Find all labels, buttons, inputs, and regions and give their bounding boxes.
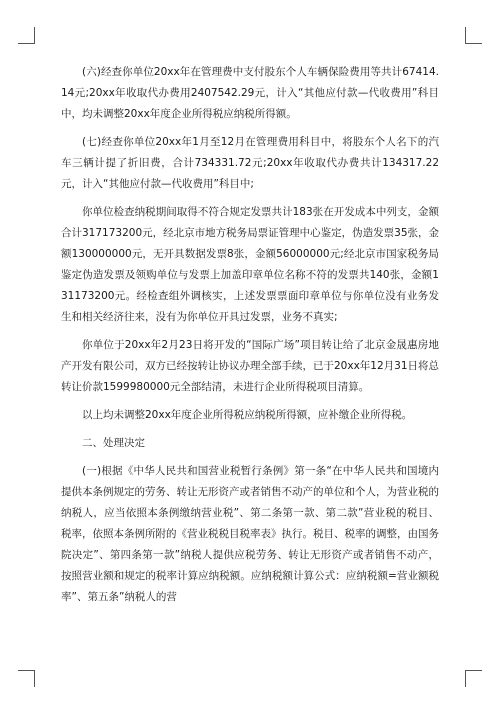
paragraph-item-6: (六)经查你单位20xx年在管理费中支付股东个人车辆保险费用等共计67414.14元;20xx年收取代办费用2407542.29元，计入“其他应付款—代收费用”科目中，均未调整20xx年度企业所得税应纳税所得额。	[61, 66, 439, 120]
crop-mark-bottom-left	[18, 670, 35, 687]
crop-mark-top-right	[465, 27, 482, 44]
paragraph-project-transfer: 你单位于20xx年2月23日将开发的“国际广场”项目转让给了北京金晟惠房地产开发有限公司，双方已经按转让协议办理全部手续，已于20xx年12月31日将总转让价款1599980000元全部结清，未进行企业所得税项目清算。	[61, 339, 440, 393]
document-body	[61, 62, 439, 615]
paragraph-invoices: 你单位检查纳税期间取得不符合规定发票共计183张在开发成本中列支，金额合计317173200元，经北京市地方税务局票证管理中心鉴定，伪造发票35张，金额130000000元，无开具数据发票8张，金额56000000元;经北京市国家税务局鉴定伪造发票及领购单位与发票上加盖印章单位名称不符的发票共140张，金额131173200元。经检查组外调核实，上述发票票面印章单位与你单位没有业务发生和相关经济往来，没有为你单位开具过发票，业务不真实;	[61, 206, 439, 323]
paragraph-summary: 以上均未调整20xx年度企业所得税应纳税所得额，应补缴企业所得税。	[82, 409, 413, 421]
section-heading-decision: 二、处理决定	[82, 437, 145, 449]
paragraph-item-7: (七)经查你单位20xx年1月至12月在管理费用科目中，将股东个人名下的汽车三辆计提了折旧费，合计734331.72元;20xx年收取代办费共计134317.22元，计入“其他应付款—代收费用”科目中;	[61, 136, 439, 190]
crop-mark-bottom-right	[465, 670, 482, 687]
paragraph-decision-1: (一)根据《中华人民共和国营业税暂行条例》第一条“在中华人民共和国境内提供本条例规定的劳务、转让无形资产或者销售不动产的单位和个人，为营业税的纳税人，应当依照本条例缴纳营业税”、第二条第一款、第二款”营业税的税目、税率，依照本条例所附的《营业税税目税率表》执行。税目、税率的调整，由国务院决定”、第四条第一款”纳税人提供应税劳务、转让无形资产或者销售不动产，按照营业额和规定的税率计算应纳税额。应纳税额计算公式：应纳税额=营业额税率”、第五条”纳税人的营	[61, 465, 439, 603]
crop-mark-top-left	[18, 27, 35, 44]
